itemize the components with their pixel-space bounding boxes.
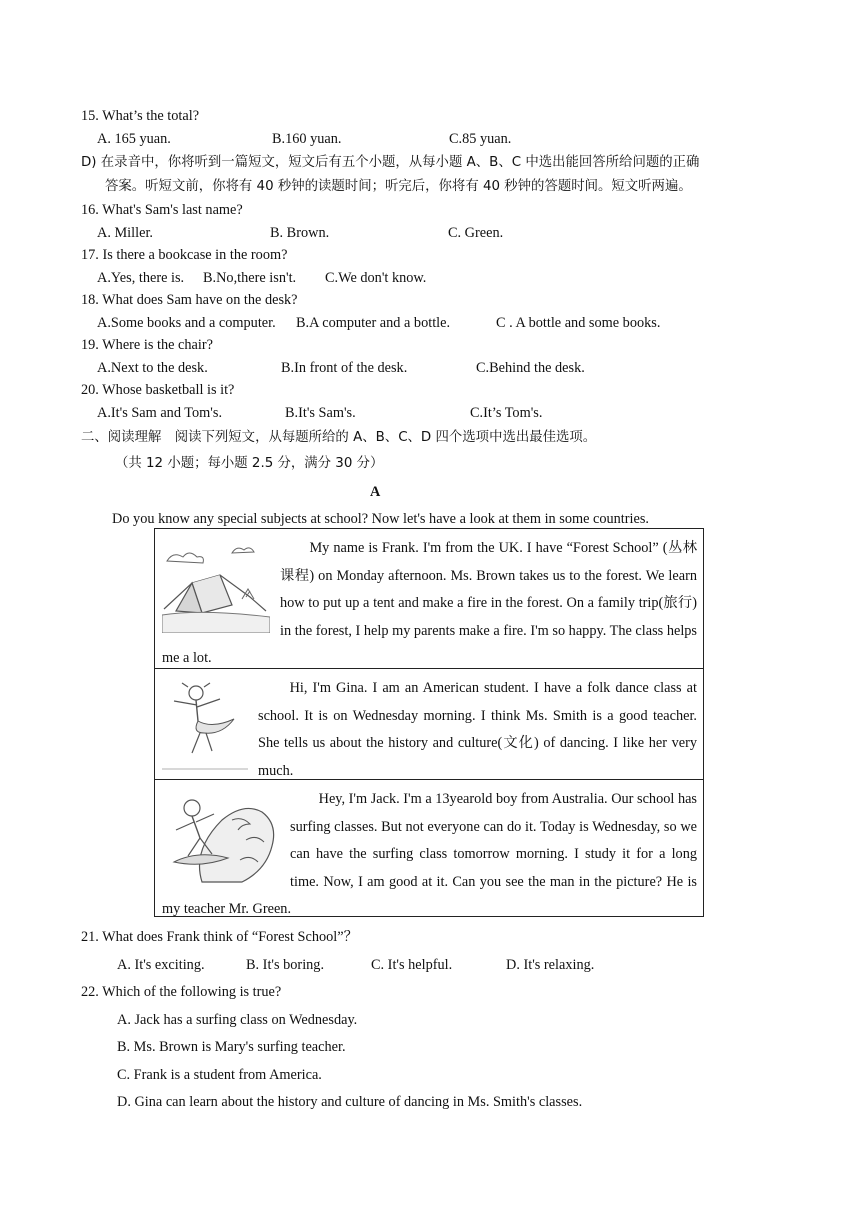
q20-option-c: C.It’s Tom's. <box>470 405 543 421</box>
question-17-stem: 17. Is there a bookcase in the room? <box>81 247 288 263</box>
q16-option-a: A. Miller. <box>97 225 153 241</box>
passage-box-jack <box>155 779 703 916</box>
section-d-instruction-line2: 答案。听短文前，你将有 40 秒钟的读题时间；听完后，你将有 40 秒钟的答题时间。短文听两遍。 <box>105 179 692 194</box>
passage-text: Hi, I'm Gina. I am an American student. I have a folk dance class at school. It is on Wednesday morning. I think Ms. Smith is a good teacher. She tells us about the history and culture(文化) of dancing. I like her very much. <box>258 680 697 779</box>
q19-option-a: A.Next to the desk. <box>97 360 208 376</box>
question-19-stem: 19. Where is the chair? <box>81 337 213 353</box>
question-16-stem: 16. What's Sam's last name? <box>81 202 243 218</box>
q21-option-c: C. It's helpful. <box>371 957 453 973</box>
q22-option-c: C. Frank is a student from America. <box>117 1067 322 1083</box>
q15-option-a: A. 165 yuan. <box>97 131 171 147</box>
question-18-stem: 18. What does Sam have on the desk? <box>81 292 298 308</box>
q21-option-a: A. It's exciting. <box>117 957 205 973</box>
q21-option-b: B. It's boring. <box>246 957 325 973</box>
passage-text: Hey, I'm Jack. I'm a 13yearold boy from Australia. Our school has surfing classes. But not everyone can do it. Today is Wednesday, so we can have the surfing class tomorrow morning. I study it for a long time. Now, I am good at it. Can you see the man in the picture? He is my teacher Mr. Green. <box>162 791 697 918</box>
passage-text: My name is Frank. I'm from the UK. I have “Forest School” (丛林课程) on Monday afternoon. Ms. Brown takes us to the forest. We learn how to put up a tent and make a fire in the forest. On a family trip(旅行) in the forest, I help my parents make a fire. I'm so happy. The class helps me a lot. <box>162 540 697 667</box>
passage-label: A <box>370 484 381 500</box>
q19-option-b: B.In front of the desk. <box>281 360 408 376</box>
q18-option-b: B.A computer and a bottle. <box>296 315 451 331</box>
q15-option-c: C.85 yuan. <box>449 131 512 147</box>
q18-option-c: C . A bottle and some books. <box>496 315 661 331</box>
q19-option-c: C.Behind the desk. <box>476 360 585 376</box>
tent-illustration <box>162 539 270 633</box>
q22-option-d: D. Gina can learn about the history and culture of dancing in Ms. Smith's classes. <box>117 1094 583 1110</box>
reading-section-subheading: （共 12 小题；每小题 2.5 分，满分 30 分） <box>115 456 384 471</box>
reading-section-heading: 二、阅读理解 阅读下列短文，从每题所给的 A、B、C、D 四个选项中选出最佳选项。 <box>81 430 597 445</box>
question-20-stem: 20. Whose basketball is it? <box>81 382 235 398</box>
q16-option-b: B. Brown. <box>270 225 330 241</box>
passage-box-frank <box>155 529 703 668</box>
passage-box-gina <box>155 668 703 779</box>
q22-option-a: A. Jack has a surfing class on Wednesday. <box>117 1012 358 1028</box>
q18-option-a: A.Some books and a computer. <box>97 315 276 331</box>
q22-option-b: B. Ms. Brown is Mary's surfing teacher. <box>117 1039 346 1055</box>
q17-option-b: B.No,there isn't. <box>203 270 297 286</box>
q15-option-b: B.160 yuan. <box>272 131 342 147</box>
question-21-stem: 21. What does Frank think of “Forest School”？ <box>81 929 358 945</box>
q16-option-c: C. Green. <box>448 225 504 241</box>
q17-option-a: A.Yes, there is. <box>97 270 185 286</box>
question-22-stem: 22. Which of the following is true? <box>81 984 282 1000</box>
passage-table <box>154 528 704 917</box>
q17-option-c: C.We don't know. <box>325 270 427 286</box>
q20-option-b: B.It's Sam's. <box>285 405 356 421</box>
q21-option-d: D. It's relaxing. <box>506 957 595 973</box>
surfer-illustration <box>162 790 280 884</box>
passage-intro: Do you know any special subjects at school? Now let's have a look at them in some countries. <box>112 511 649 527</box>
dancer-illustration <box>162 679 248 771</box>
section-d-instruction-line1: D) 在录音中，你将听到一篇短文，短文后有五个小题，从每小题 A、B、C 中选出能回答所给问题的正确 <box>81 155 700 170</box>
q20-option-a: A.It's Sam and Tom's. <box>97 405 223 421</box>
question-15-stem: 15. What’s the total? <box>81 108 200 124</box>
